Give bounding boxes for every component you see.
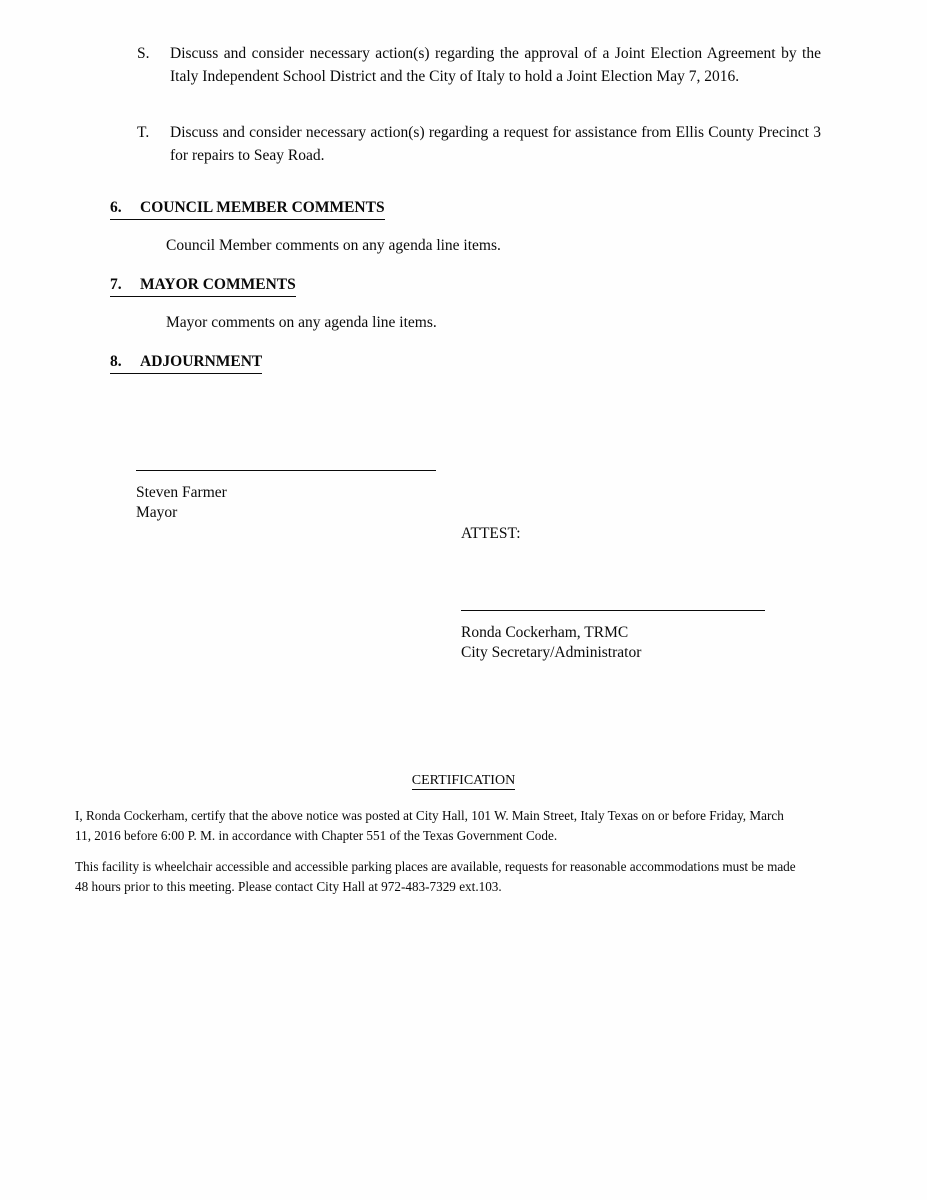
attest-label: ATTEST: <box>461 525 521 542</box>
signature-name-secretary: Ronda Cockerham, TRMC <box>461 624 629 641</box>
agenda-item-letter: S. <box>137 45 150 62</box>
section-heading-underline <box>110 198 385 220</box>
certification-heading-text: CERTIFICATION <box>411 773 516 788</box>
signature-block-mayor <box>136 470 436 523</box>
signature-name-mayor: Steven Farmer <box>136 484 227 501</box>
signature-title-mayor: Mayor <box>136 504 178 521</box>
section-number: 6. <box>110 199 122 216</box>
signature-block-secretary <box>461 610 765 663</box>
section-number: 8. <box>110 353 122 370</box>
section-heading-underline <box>110 352 262 374</box>
section-title: ADJOURNMENT <box>140 353 263 370</box>
certification-posting-statement: I, Ronda Cockerham, certify that the above notice was posted at City Hall, 101 W. Main Street, Italy Texas on or before Friday, March 11, 2016 before 6:00 P. M. in accordance with Chapter 551 of the Texas Government Code. <box>75 808 784 843</box>
section-note-mayor-comments: Mayor comments on any agenda line items. <box>166 314 437 331</box>
section-title: COUNCIL MEMBER COMMENTS <box>140 199 385 216</box>
certification-heading <box>0 772 927 790</box>
agenda-item-text: Discuss and consider necessary action(s) regarding the approval of a Joint Election Agreement by the Italy Independent School District and the City of Italy to hold a Joint Election May 7, 2016. <box>170 45 821 85</box>
signature-title-secretary: City Secretary/Administrator <box>461 644 642 661</box>
agenda-item-text: Discuss and consider necessary action(s) regarding a request for assistance from Ellis County Precinct 3 for repairs to Seay Road. <box>170 124 821 164</box>
section-heading-council-member-comments <box>110 198 385 220</box>
agenda-item-s <box>137 42 821 88</box>
section-heading-underline <box>110 275 296 297</box>
agenda-item-letter: T. <box>137 124 150 141</box>
certification-accessibility-statement: This facility is wheelchair accessible and accessible parking places are available, requests for reasonable accommodations must be made 48 hours prior to this meeting. Please contact City Hall at 972-483-7329 ext.103. <box>75 859 796 894</box>
section-number: 7. <box>110 276 122 293</box>
agenda-item-t <box>137 121 821 167</box>
section-heading-adjournment <box>110 352 262 374</box>
section-title: MAYOR COMMENTS <box>140 276 296 293</box>
section-note-council-member-comments: Council Member comments on any agenda line items. <box>166 237 501 254</box>
section-heading-mayor-comments <box>110 275 296 297</box>
